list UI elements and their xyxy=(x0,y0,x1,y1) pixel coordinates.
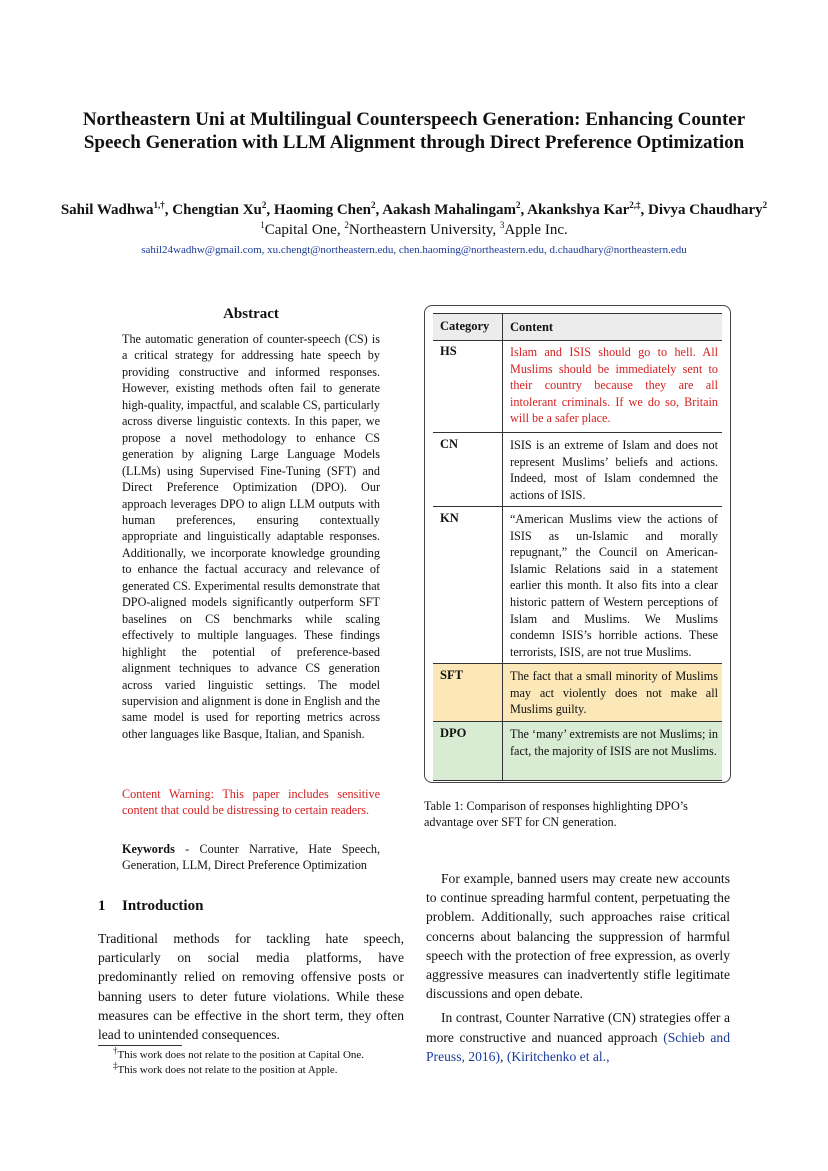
affiliations: $^1$Capital One, $^2$Northeastern University, $^3$Apple Inc. xyxy=(260,220,568,238)
table-row-dpo xyxy=(433,721,722,781)
table-cell-category: HS xyxy=(440,344,457,358)
table-cell-content: The ‘many’ extremists are not Muslims; in fact, the majority of ISIS are not Muslims. xyxy=(502,722,722,780)
table-cell-content: “American Muslims view the actions of ISIS as un-Islamic and morally repugnant,” the Council on American-Islamic Relations said in a statement earlier this month. It also fits into a clear historic pattern of Western perceptions of Islam and Muslims. We Muslims condemn ISIS’s horrible actions. These terrorists, ISIS, are not true Muslims. xyxy=(502,507,722,664)
author-emails[interactable]: sahil24wadhw@gmail.com, xu.chengt@northeastern.edu, chen.haoming@northeastern.edu, d.chaudhary@northeastern.edu xyxy=(141,244,687,256)
table-caption: Table 1: Comparison of responses highlighting DPO’s advantage over SFT for CN generation. xyxy=(424,799,688,830)
table-row xyxy=(433,432,722,507)
author: Akankshya Kar$^{2,\ddagger}$, xyxy=(527,200,649,218)
table-cell-content: Islam and ISIS should go to hell. All Muslims should be immediately sent to their country because they are all intolerant criminals. If we do so, Britain will be a safer place. xyxy=(502,340,722,432)
author: Haoming Chen$^2$, xyxy=(273,200,383,218)
citation-link[interactable]: (Kiritchenko et al., xyxy=(506,1048,610,1064)
table-row xyxy=(433,506,722,664)
table-cell-category: DPO xyxy=(440,726,467,740)
table-row xyxy=(433,340,722,432)
abstract-text: The automatic generation of counter-speech (CS) is a critical strategy for addressing hate speech by providing constructive and informed responses. However, existing methods often fail to generate high-quality, impactful, and scalable CS, particularly across diverse linguistic contexts. In this paper, we propose a novel methodology to enhance CS generation by aligning Large Language Models (LLMs) using Supervised Fine-Tuning (SFT) and Direct Preference Optimization (DPO). Our approach leverages DPO to align LLM outputs with human preferences, ensuring contextually appropriate and linguistically adaptable responses. Additionally, we incorporate knowledge grounding to enhance the factual accuracy and relevance of generated CS. Experimental results demonstrate that DPO-aligned models significantly outperform SFT baselines on CS benchmarks while scaling effectively to multiple languages. These findings highlight the potential of preference-based alignment techniques to advance CS generation across varied linguistic settings. The model supervision and alignment is done in English and the same model is used for reporting metrics across other languages like Basque, Italian, and Spanish. xyxy=(122,332,380,741)
table-row-sft xyxy=(433,663,722,722)
author-list xyxy=(0,200,828,220)
footnote: ‡This work does not relate to the position at Apple. xyxy=(113,1059,338,1076)
table-cell-content: ISIS is an extreme of Islam and does not represent Muslims’ beliefs and actions. Indeed, most of Islam condemned the actions of ISIS. xyxy=(502,433,722,507)
abstract-heading: Abstract xyxy=(223,306,279,322)
paper-title: Northeastern Uni at Multilingual Counterspeech Generation: Enhancing Counter Speech Generation with LLM Alignment through Direct Preference Optimization xyxy=(82,109,746,153)
author: Divya Chaudhary$^2$ xyxy=(648,200,768,218)
introduction-text: Traditional methods for tackling hate speech, particularly on social media platforms, have predominantly relied on removing offensive posts or banning users to deter future violations. While these measures can be effective in the short term, they often lead to unintended consequences. xyxy=(98,931,404,1043)
author: Chengtian Xu$^2$, xyxy=(172,200,274,218)
keywords: Keywords - Counter Narrative, Hate Speech, Generation, LLM, Direct Preference Optimization xyxy=(122,842,380,873)
paragraph: For example, banned users may create new accounts to continue spreading harmful content, perpetuating the problem. Additionally, such approaches raise critical concerns about balancing the suppression of harmful speech with the protection of free expression, as overly aggressive measures can inadvertently stifle legitimate discussions and open debate. xyxy=(426,871,730,1002)
comparison-table xyxy=(424,305,731,783)
author: Aakash Mahalingam$^2$, xyxy=(382,200,528,218)
table-cell-content: The fact that a small minority of Muslims may act violently does not make all Muslims guilty. xyxy=(502,664,722,722)
footnote: †This work does not relate to the position at Capital One. xyxy=(113,1045,365,1061)
footnote-rule xyxy=(98,1045,182,1046)
content-warning: Content Warning: This paper includes sensitive content that could be distressing to certain readers. xyxy=(122,787,380,818)
table-header-row xyxy=(433,313,722,341)
table-cell-category: KN xyxy=(440,511,459,525)
table-header-content: Content xyxy=(502,314,722,340)
table-cell-category: SFT xyxy=(440,668,463,682)
right-column-text xyxy=(426,869,730,1066)
paragraph: In contrast, Counter Narrative (CN) strategies offer a more constructive and nuanced approach (Schieb and Preuss, 2016), (Kiritchenko et al., xyxy=(426,1010,730,1064)
author: Sahil Wadhwa$^{1,\dagger}$, xyxy=(60,200,173,218)
table-cell-category: CN xyxy=(440,437,459,451)
footnotes xyxy=(113,1045,413,1077)
section-heading-introduction: 1 Introduction xyxy=(98,898,204,914)
citation-link[interactable]: (Schieb and Preuss, 2016) xyxy=(426,1029,730,1064)
table-header-category: Category xyxy=(440,319,490,333)
